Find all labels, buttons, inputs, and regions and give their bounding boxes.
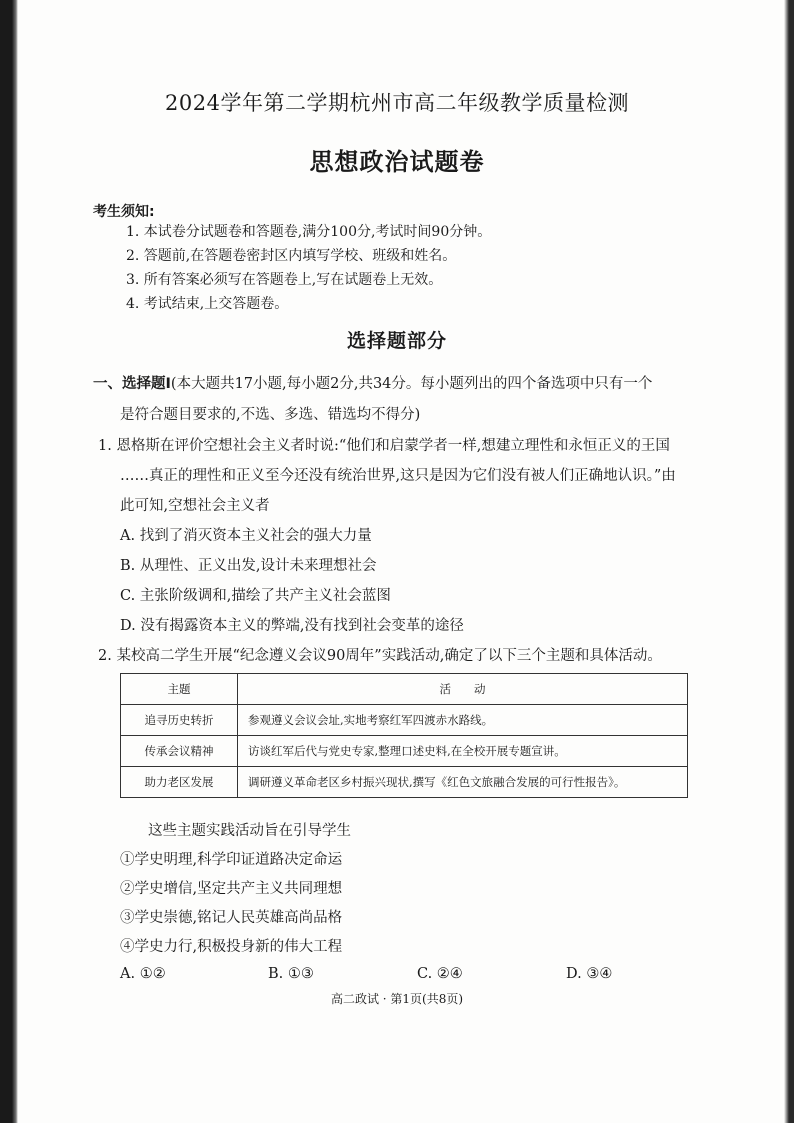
notice-item: 2. 答题前,在答题卷密封区内填写学校、班级和姓名。 (126, 248, 457, 264)
notice-item: 3. 所有答案必须写在答题卷上,写在试题卷上无效。 (126, 272, 443, 288)
activity-table (120, 673, 688, 798)
table-cell-activity: 调研遵义革命老区乡村振兴现状,撰写《红色文旅融合发展的可行性报告》。 (238, 767, 688, 798)
q1-option-b: B. 从理性、正义出发,设计未来理想社会 (120, 558, 377, 574)
table-header-topic: 主题 (121, 674, 238, 705)
part-text-cont: 是符合题目要求的,不选、多选、错选均不得分) (120, 407, 421, 423)
q2-choice-a: A. ①② (120, 966, 166, 982)
table-cell-topic: 传承会议精神 (121, 736, 238, 767)
notice-item: 4. 考试结束,上交答题卷。 (126, 296, 289, 312)
q1-stem: 此可知,空想社会主义者 (120, 498, 270, 514)
table-cell-activity: 访谈红军后代与党史专家,整理口述史料,在全校开展专题宣讲。 (238, 736, 688, 767)
table-row (121, 736, 688, 767)
notice-item: 1. 本试卷分试题卷和答题卷,满分100分,考试时间90分钟。 (126, 224, 492, 240)
part-label: 一、选择题Ⅰ (93, 376, 171, 392)
q2-choice-b: B. ①③ (268, 966, 314, 982)
q2-statement: ②学史增信,坚定共产主义共同理想 (120, 881, 343, 897)
q2-stem: 2. 某校高二学生开展“纪念遵义会议90周年”实践活动,确定了以下三个主题和具体活动。 (98, 648, 662, 664)
table-row (121, 705, 688, 736)
q2-statement: ①学史明理,科学印证道路决定命运 (120, 852, 343, 868)
table-cell-topic: 助力老区发展 (121, 767, 238, 798)
table-cell-activity: 参观遵义会议会址,实地考察红军四渡赤水路线。 (238, 705, 688, 736)
exam-title: 2024学年第二学期杭州市高二年级教学质量检测 (165, 91, 629, 115)
table-cell-topic: 追寻历史转折 (121, 705, 238, 736)
q1-option-a: A. 找到了消灭资本主义社会的强大力量 (120, 528, 372, 544)
table-header-activity: 活 动 (238, 674, 688, 705)
page-footer: 高二政试 · 第1页(共8页) (330, 992, 464, 1006)
part-text: (本大题共17小题,每小题2分,共34分。每小题列出的四个备选项中只有一个 (170, 376, 653, 392)
q2-statement: ④学史力行,积极投身新的伟大工程 (120, 939, 343, 955)
q2-lead: 这些主题实践活动旨在引导学生 (148, 823, 351, 839)
q2-choice-d: D. ③④ (566, 966, 613, 982)
table-row (121, 767, 688, 798)
q2-choice-c: C. ②④ (417, 966, 463, 982)
section-heading: 选择题部分 (346, 330, 447, 352)
exam-subtitle: 思想政治试题卷 (309, 148, 485, 176)
part-instructions (93, 372, 652, 393)
q1-stem: ……真正的理性和正义至今还没有统治世界,这只是因为它们没有被人们正确地认识。”由 (120, 468, 676, 484)
q1-option-c: C. 主张阶级调和,描绘了共产主义社会蓝图 (120, 588, 391, 604)
q1-stem: 1. 恩格斯在评价空想社会主义者时说:“他们和启蒙学者一样,想建立理性和永恒正义的王国 (98, 438, 670, 454)
q2-statement: ③学史崇德,铭记人民英雄高尚品格 (120, 910, 343, 926)
table-header-row (121, 674, 688, 705)
q1-option-d: D. 没有揭露资本主义的弊端,没有找到社会变革的途径 (120, 618, 464, 634)
notice-heading: 考生须知: (93, 204, 155, 220)
